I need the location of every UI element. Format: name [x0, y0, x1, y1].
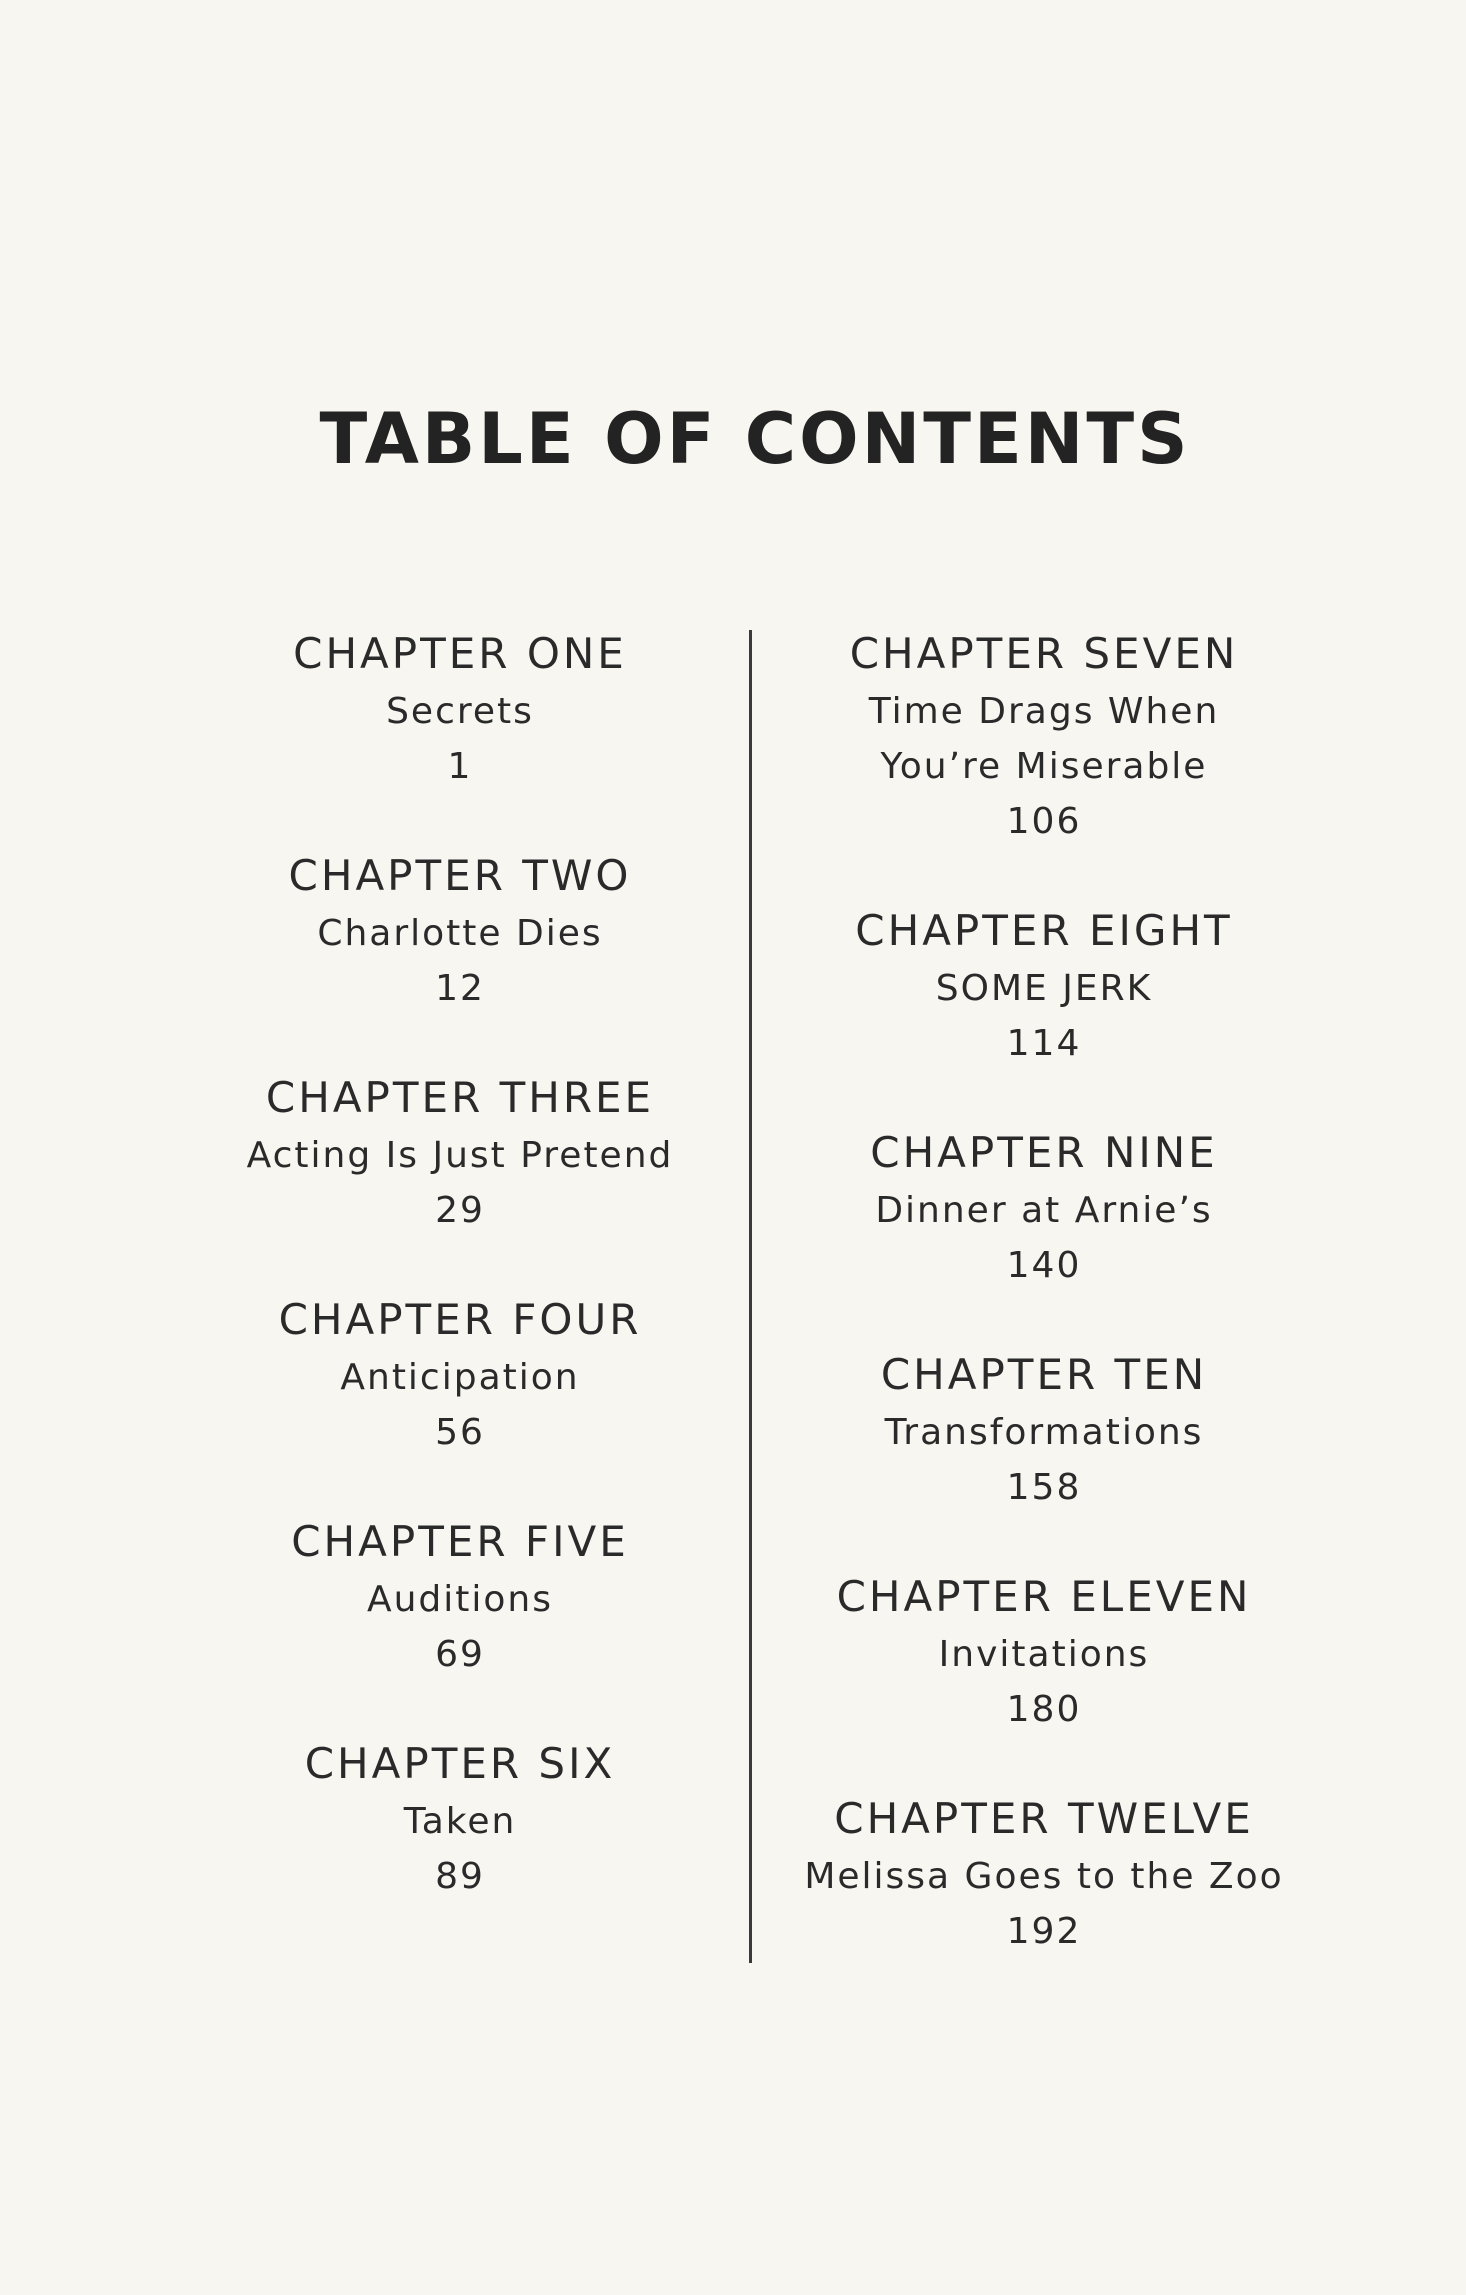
chapter-title: Anticipation [340, 1357, 580, 1398]
toc-entry [744, 624, 1344, 849]
chapter-title: Auditions [366, 1579, 553, 1620]
chapter-heading: CHAPTER FIVE [291, 1517, 629, 1566]
toc-entry [160, 1068, 760, 1238]
chapter-title: Charlotte Dies [317, 913, 603, 954]
chapter-page-number: 114 [1006, 1023, 1082, 1064]
toc-entry [744, 1345, 1344, 1515]
chapter-heading: CHAPTER EIGHT [855, 906, 1233, 955]
toc-left-column [160, 624, 760, 1956]
chapter-title: Acting Is Just Pretend [246, 1135, 674, 1176]
chapter-heading: CHAPTER SEVEN [849, 629, 1239, 678]
chapter-page-number: 29 [435, 1190, 485, 1231]
chapter-title: Dinner at Arnie’s [875, 1190, 1213, 1231]
chapter-page-number: 69 [435, 1634, 485, 1675]
chapter-heading: CHAPTER ONE [293, 629, 627, 678]
chapter-page-number: 180 [1006, 1689, 1082, 1730]
chapter-heading: CHAPTER TWO [288, 851, 632, 900]
chapter-page-number: 56 [435, 1412, 485, 1453]
toc-entry [160, 1734, 760, 1904]
chapter-heading: CHAPTER FOUR [278, 1295, 642, 1344]
chapter-page-number: 1 [447, 746, 473, 787]
chapter-page-number: 140 [1006, 1245, 1082, 1286]
toc-entry [160, 624, 760, 794]
toc-entry [160, 846, 760, 1016]
chapter-page-number: 89 [435, 1856, 485, 1897]
toc-entry [744, 1789, 1344, 1959]
toc-entry [744, 901, 1344, 1071]
chapter-page-number: 192 [1006, 1911, 1082, 1952]
chapter-heading: CHAPTER NINE [870, 1128, 1218, 1177]
chapter-title: Time Drags When You’re Miserable [868, 691, 1220, 787]
chapter-heading: CHAPTER SIX [304, 1739, 616, 1788]
page-title: TABLE OF CONTENTS [319, 398, 1191, 480]
chapter-title: Taken [403, 1801, 517, 1842]
chapter-title: SOME JERK [935, 968, 1153, 1009]
toc-entry [744, 1567, 1344, 1737]
chapter-title: Transformations [884, 1412, 1204, 1453]
chapter-page-number: 12 [435, 968, 485, 1009]
chapter-title: Secrets [386, 691, 534, 732]
chapter-title: Melissa Goes to the Zoo [804, 1856, 1284, 1897]
chapter-heading: CHAPTER TWELVE [834, 1794, 1254, 1843]
chapter-page-number: 158 [1006, 1467, 1082, 1508]
chapter-title: Invitations [938, 1634, 1150, 1675]
toc-right-column [744, 624, 1344, 2011]
chapter-heading: CHAPTER ELEVEN [836, 1572, 1252, 1621]
chapter-heading: CHAPTER THREE [265, 1073, 655, 1122]
chapter-heading: CHAPTER TEN [880, 1350, 1208, 1399]
chapter-page-number: 106 [1006, 801, 1082, 842]
toc-entry [160, 1512, 760, 1682]
toc-entry [744, 1123, 1344, 1293]
toc-entry [160, 1290, 760, 1460]
